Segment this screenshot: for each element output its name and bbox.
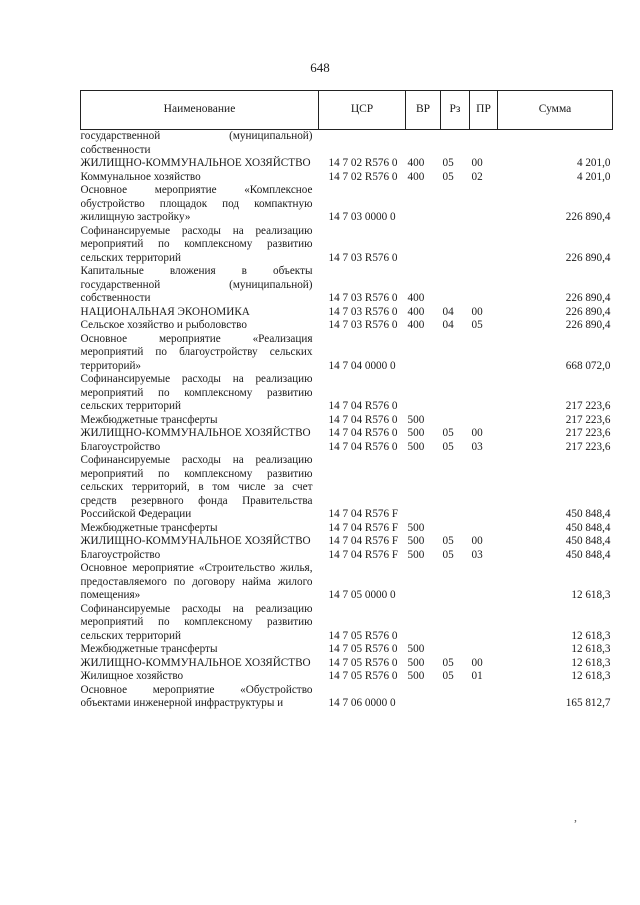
table-row: [81, 441, 613, 455]
cell-sum: 226 890,4: [565, 319, 611, 331]
cell-pr: 03: [471, 548, 483, 561]
cell-name: Капитальные вложения в объекты государственной (муниципальной) собственности: [80, 265, 313, 304]
table-row: [81, 603, 613, 644]
cell-sum: 450 848,4: [565, 535, 611, 547]
cell-vr: 500: [407, 535, 425, 547]
cell-sum: 226 890,4: [565, 211, 611, 223]
cell-csr: 14 7 04 R576 0: [328, 440, 398, 453]
cell-pr: [470, 562, 498, 603]
cell-vr: [406, 454, 441, 522]
table-row: [81, 171, 613, 185]
cell-name: Основное мероприятие «Строительство жилья, предоставляемого по договору найма жилого помещения»: [80, 562, 313, 601]
cell-name: Коммунальное хозяйство: [80, 170, 201, 183]
cell-name: Софинансируемые расходы на реализацию мероприятий по комплексному развитию сельских территорий: [80, 602, 313, 642]
cell-vr: 400: [407, 305, 425, 318]
cell-pr: [470, 522, 498, 536]
cell-sum: 12 618,3: [571, 629, 611, 642]
cell-pr: [470, 454, 498, 522]
cell-rz: [441, 684, 470, 711]
cell-rz: [441, 130, 470, 158]
table-row: [81, 562, 613, 603]
cell-sum: 12 618,3: [571, 656, 611, 669]
cell-csr: 14 7 05 R576 0: [328, 656, 398, 669]
cell-sum: 12 618,3: [571, 643, 611, 655]
cell-csr: 14 7 04 R576 F: [328, 508, 399, 520]
cell-sum: 450 848,4: [565, 508, 611, 520]
cell-pr: [470, 373, 498, 414]
cell-pr: 00: [471, 157, 483, 169]
cell-pr: [470, 414, 498, 428]
table-row: [81, 130, 613, 158]
cell-pr: [470, 684, 498, 711]
cell-name: Основное мероприятие «Комплексное обустройство площадок под компактную жилищную застройку»: [80, 184, 313, 223]
cell-name: ЖИЛИЩНО-КОММУНАЛЬНОЕ ХОЗЯЙСТВО: [80, 535, 311, 547]
cell-pr: 00: [471, 427, 483, 439]
cell-pr: 00: [471, 305, 483, 318]
cell-name: Софинансируемые расходы на реализацию мероприятий по комплексному развитию сельских территорий, в том числе за счет средств резервного фонда Правительства Российской Федерации: [80, 454, 313, 520]
cell-csr: 14 7 03 R576 0: [328, 305, 398, 318]
cell-rz: [441, 333, 470, 374]
cell-pr: 01: [471, 670, 483, 682]
cell-sum: 165 812,7: [565, 697, 611, 709]
cell-csr: 14 7 04 R576 F: [328, 521, 399, 534]
cell-pr: [470, 643, 498, 657]
column-header-vr: ВР: [406, 91, 441, 130]
cell-csr: 14 7 03 R576 0: [328, 292, 398, 304]
cell-vr: 500: [407, 670, 425, 682]
cell-name: НАЦИОНАЛЬНАЯ ЭКОНОМИКА: [80, 305, 250, 318]
cell-name: Благоустройство: [80, 548, 161, 561]
cell-csr: 14 7 04 R576 0: [328, 427, 398, 439]
cell-vr: 500: [407, 548, 425, 561]
table-row: [81, 373, 613, 414]
cell-rz: 04: [442, 319, 454, 331]
cell-vr: 500: [407, 521, 425, 534]
cell-pr: [470, 225, 498, 266]
cell-sum: 217 223,6: [565, 427, 611, 439]
cell-sum: 226 890,4: [565, 292, 611, 304]
cell-sum: 450 848,4: [565, 521, 611, 534]
cell-vr: [406, 130, 441, 158]
cell-rz: 05: [442, 656, 454, 669]
table-row: [81, 265, 613, 306]
cell-rz: 05: [442, 670, 454, 682]
cell-csr: 14 7 02 R576 0: [328, 157, 398, 169]
table-row: [81, 157, 613, 171]
cell-vr: 500: [407, 656, 425, 669]
cell-rz: 05: [442, 427, 454, 439]
cell-name: Софинансируемые расходы на реализацию мероприятий по комплексному развитию сельских территорий: [80, 224, 313, 264]
cell-pr: 02: [471, 170, 483, 183]
cell-name: Софинансируемые расходы на реализацию мероприятий по комплексному развитию сельских территорий: [80, 373, 313, 412]
column-header-csr: ЦСР: [319, 91, 406, 130]
cell-rz: [441, 373, 470, 414]
cell-csr: 14 7 03 R576 0: [328, 251, 398, 264]
cell-csr: [319, 130, 406, 158]
cell-csr: 14 7 06 0000 0: [328, 697, 396, 709]
table-row: [81, 549, 613, 563]
column-header-pr: ПР: [470, 91, 498, 130]
cell-vr: [406, 684, 441, 711]
cell-pr: [470, 265, 498, 306]
cell-sum: 12 618,3: [571, 589, 611, 601]
table-header-row: [81, 91, 613, 130]
cell-pr: [470, 603, 498, 644]
cell-sum: 217 223,6: [565, 400, 611, 412]
cell-rz: 04: [442, 305, 454, 318]
table-row: [81, 643, 613, 657]
cell-csr: 14 7 05 0000 0: [328, 589, 396, 601]
cell-csr: 14 7 05 R576 0: [328, 643, 398, 655]
cell-pr: 00: [471, 535, 483, 547]
cell-csr: 14 7 04 R576 0: [328, 413, 398, 426]
cell-rz: [441, 603, 470, 644]
cell-pr: [470, 333, 498, 374]
cell-rz: 05: [442, 548, 454, 561]
stray-mark: ,: [574, 810, 577, 824]
cell-rz: 05: [442, 170, 454, 183]
table-row: [81, 306, 613, 320]
cell-csr: 14 7 05 R576 0: [328, 629, 398, 642]
table-row: [81, 319, 613, 333]
cell-pr: 05: [471, 319, 483, 331]
cell-csr: 14 7 04 R576 0: [328, 400, 398, 412]
cell-csr: 14 7 04 R576 F: [328, 535, 399, 547]
cell-name: государственной (муниципальной) собственности: [80, 130, 313, 156]
cell-vr: 400: [407, 157, 425, 169]
table-row: [81, 684, 613, 711]
cell-name: Жилищное хозяйство: [80, 670, 184, 682]
cell-name: Межбюджетные трансферты: [80, 643, 218, 655]
page-number: 648: [310, 60, 330, 75]
cell-csr: 14 7 04 0000 0: [328, 359, 396, 372]
cell-name: ЖИЛИЩНО-КОММУНАЛЬНОЕ ХОЗЯЙСТВО: [80, 157, 311, 169]
cell-rz: [441, 454, 470, 522]
cell-vr: [406, 333, 441, 374]
cell-rz: [441, 562, 470, 603]
cell-sum: 450 848,4: [565, 548, 611, 561]
cell-name: Межбюджетные трансферты: [80, 521, 218, 534]
cell-pr: [470, 184, 498, 225]
budget-table: [80, 90, 613, 711]
cell-csr: 14 7 03 R576 0: [328, 319, 398, 331]
cell-vr: 400: [407, 319, 425, 331]
table-row: [81, 333, 613, 374]
cell-sum: 217 223,6: [565, 440, 611, 453]
cell-sum: 217 223,6: [565, 413, 611, 426]
cell-rz: [441, 184, 470, 225]
cell-vr: 500: [407, 413, 425, 426]
cell-sum: 4 201,0: [576, 170, 611, 183]
table-row: [81, 427, 613, 441]
cell-pr: 00: [471, 656, 483, 669]
cell-name: ЖИЛИЩНО-КОММУНАЛЬНОЕ ХОЗЯЙСТВО: [80, 427, 311, 439]
table-row: [81, 225, 613, 266]
table-row: [81, 657, 613, 671]
cell-rz: 05: [442, 157, 454, 169]
cell-rz: [441, 522, 470, 536]
cell-name: Благоустройство: [80, 440, 161, 453]
cell-name: Основное мероприятие «Обустройство объектами инженерной инфраструктуры и: [80, 683, 313, 709]
cell-vr: [406, 184, 441, 225]
cell-vr: [406, 373, 441, 414]
cell-name: ЖИЛИЩНО-КОММУНАЛЬНОЕ ХОЗЯЙСТВО: [80, 656, 311, 669]
cell-name: Межбюджетные трансферты: [80, 413, 218, 426]
cell-sum: [498, 130, 613, 158]
table-row: [81, 414, 613, 428]
cell-sum: 226 890,4: [565, 251, 611, 264]
cell-pr: 03: [471, 440, 483, 453]
table-row: [81, 522, 613, 536]
cell-vr: 400: [407, 170, 425, 183]
cell-vr: [406, 562, 441, 603]
cell-sum: 4 201,0: [576, 157, 611, 169]
cell-sum: 226 890,4: [565, 305, 611, 318]
cell-csr: 14 7 05 R576 0: [328, 670, 398, 682]
cell-vr: 500: [407, 643, 425, 655]
column-header-sum: Сумма: [498, 91, 613, 130]
table-row: [81, 184, 613, 225]
cell-vr: [406, 225, 441, 266]
cell-name: Сельское хозяйство и рыболовство: [80, 319, 247, 331]
cell-rz: [441, 643, 470, 657]
cell-vr: 400: [407, 292, 425, 304]
cell-sum: 668 072,0: [565, 359, 611, 372]
cell-csr: 14 7 04 R576 F: [328, 548, 399, 561]
cell-csr: 14 7 02 R576 0: [328, 170, 398, 183]
cell-rz: 05: [442, 535, 454, 547]
column-header-rz: Рз: [441, 91, 470, 130]
cell-rz: [441, 414, 470, 428]
column-header-name: Наименование: [81, 91, 319, 130]
cell-csr: 14 7 03 0000 0: [328, 211, 396, 223]
cell-vr: 500: [407, 440, 425, 453]
table-row: [81, 670, 613, 684]
cell-vr: [406, 603, 441, 644]
table-row: [81, 535, 613, 549]
cell-sum: 12 618,3: [571, 670, 611, 682]
cell-rz: 05: [442, 440, 454, 453]
cell-pr: [470, 130, 498, 158]
cell-rz: [441, 265, 470, 306]
table-body: [81, 130, 613, 711]
cell-rz: [441, 225, 470, 266]
cell-vr: 500: [407, 427, 425, 439]
table-row: [81, 454, 613, 522]
cell-name: Основное мероприятие «Реализация мероприятий по благоустройству сельских территорий»: [80, 332, 313, 372]
